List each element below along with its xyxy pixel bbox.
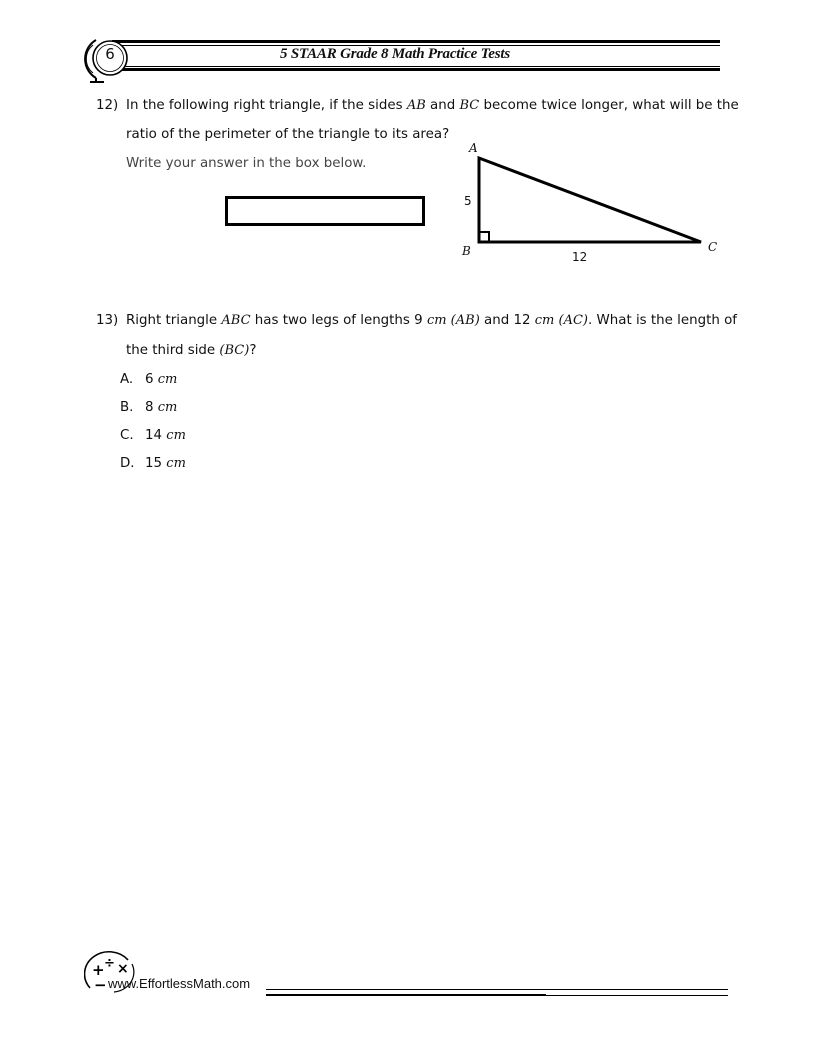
option-text: 6 cm — [145, 372, 178, 387]
answer-input-box[interactable] — [225, 196, 425, 226]
option-text: 15 cm — [145, 456, 186, 471]
footer-rule-thin-right — [546, 995, 728, 996]
page-number: 6 — [105, 45, 115, 63]
svg-text:÷: ÷ — [104, 956, 115, 971]
header-rule-bottom-thin — [112, 66, 720, 67]
right-triangle-figure — [455, 140, 725, 270]
svg-text:+: + — [92, 961, 105, 979]
question-text-line-1: In the following right triangle, if the sides AB and BC become twice longer, what will be the — [126, 98, 739, 113]
header-title: 5 STAAR Grade 8 Math Practice Tests — [280, 46, 510, 62]
option-letter: B. — [120, 400, 134, 415]
option-letter: D. — [120, 456, 135, 471]
answer-instruction: Write your answer in the box below. — [126, 156, 367, 171]
header-rule-top-thick — [112, 40, 720, 43]
svg-text:×: × — [117, 961, 129, 977]
header-rule-bottom-thick — [112, 68, 720, 71]
side-label-ab: 5 — [464, 194, 472, 208]
question-number: 13) — [96, 313, 119, 328]
option-letter: C. — [120, 428, 134, 443]
triangle-shape — [479, 158, 701, 242]
option-text: 8 cm — [145, 400, 178, 415]
question-text-line-2: the third side (BC)? — [126, 343, 257, 358]
question-text-line-1: Right triangle ABC has two legs of lengths 9 cm (AB) and 12 cm (AC). What is the length of — [126, 313, 737, 328]
option-letter: A. — [120, 372, 134, 387]
footer-rule-thick — [266, 994, 546, 996]
footer-rule-thin — [266, 989, 728, 990]
vertex-label-c: C — [708, 240, 718, 254]
vertex-label-a: A — [469, 141, 478, 155]
svg-text:−: − — [94, 976, 107, 994]
option-text: 14 cm — [145, 428, 186, 443]
side-label-bc: 12 — [572, 250, 588, 264]
question-text-line-2: ratio of the perimeter of the triangle to its area? — [126, 127, 450, 142]
website-link[interactable]: www.EffortlessMath.com — [108, 976, 251, 991]
question-number: 12) — [96, 98, 119, 113]
vertex-label-b: B — [462, 244, 471, 258]
